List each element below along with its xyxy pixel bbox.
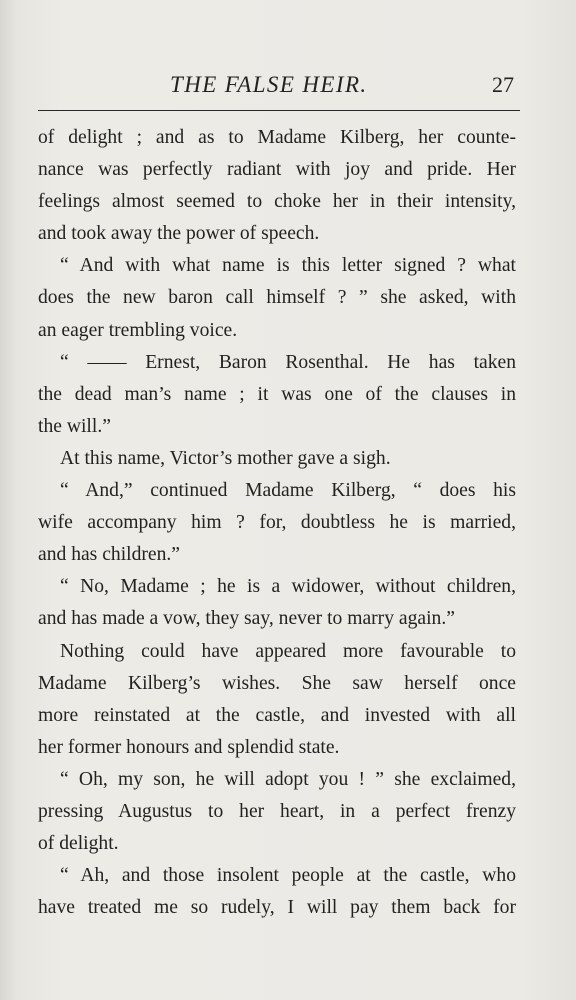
text-line: nance was perfectly radiant with joy and pride. Her [38,159,516,181]
header-rule [38,110,520,111]
text-line: the will.” [38,415,111,437]
text-line: “ Oh, my son, he will adopt you ! ” she exclaimed, [60,768,516,790]
text-line: “ And with what name is this letter signed ? what [60,255,516,277]
text-line: and took away the power of speech. [38,223,320,245]
text-line: of delight. [38,833,119,855]
text-line: pressing Augustus to her heart, in a perfect frenzy [38,800,516,822]
page-number: 27 [492,72,514,97]
text-line: the dead man’s name ; it was one of the clauses in [38,383,516,405]
text-line: Madame Kilberg’s wishes. She saw herself once [38,672,516,694]
text-line: and has made a vow, they say, never to marry again.” [38,608,455,630]
text-line: of delight ; and as to Madame Kilberg, her counte- [38,127,516,148]
text-line: At this name, Victor’s mother gave a sigh. [60,447,391,469]
text-line: her former honours and splendid state. [38,736,340,758]
text-line: more reinstated at the castle, and invested with all [38,704,516,726]
text-line: feelings almost seemed to choke her in their intensity, [38,191,516,213]
text-line: “ No, Madame ; he is a widower, without children, [60,576,516,598]
text-line: wife accompany him ? for, doubtless he is married, [38,512,516,534]
text-line: and has children.” [38,544,180,566]
body-text [38,122,516,924]
text-line: “ —— Ernest, Baron Rosenthal. He has taken [60,351,516,373]
text-line: have treated me so rudely, I will pay them back for [38,897,516,919]
running-head [0,70,576,102]
text-line: Nothing could have appeared more favourable to [60,640,516,662]
book-title: THE FALSE HEIR. [170,72,368,97]
text-line: does the new baron call himself ? ” she asked, with [38,287,516,309]
text-line: an eager trembling voice. [38,319,238,341]
text-line: “ And,” continued Madame Kilberg, “ does his [60,480,516,502]
text-line: “ Ah, and those insolent people at the castle, who [60,865,516,887]
